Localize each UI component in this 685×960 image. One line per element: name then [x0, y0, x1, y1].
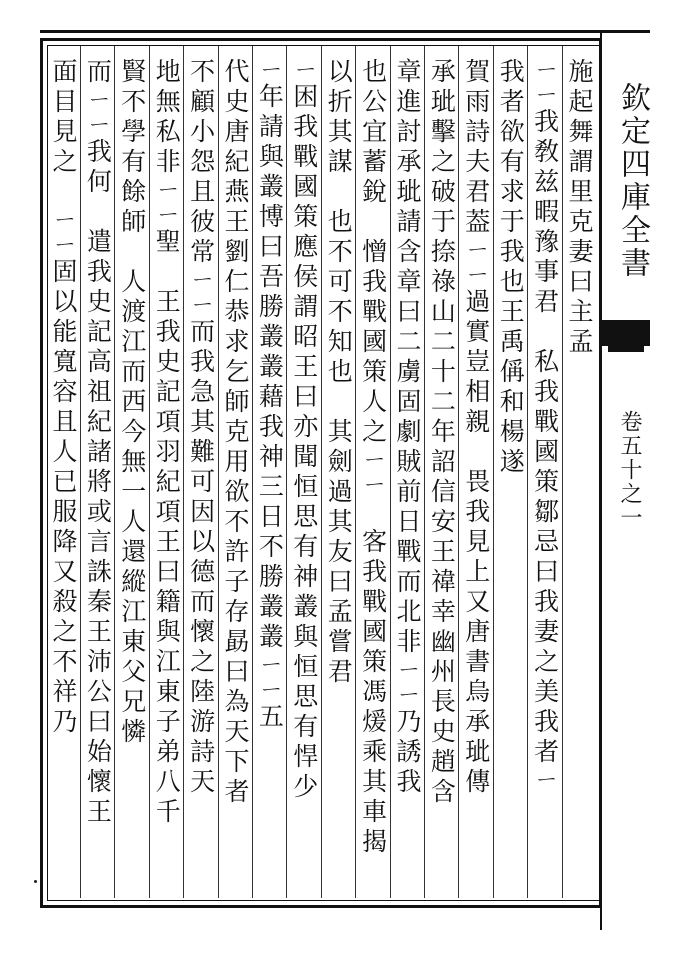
text-column: [527, 58, 561, 898]
ink-speck: [34, 880, 37, 883]
column-text: 也公宜蓄銳 憎我戰國策人之ㄧㄧ 客我戰國策馮煖乘其車揭: [358, 58, 388, 858]
column-divider: [390, 46, 391, 898]
column-divider: [252, 46, 253, 898]
column-divider: [458, 46, 459, 898]
column-text: 不顧小怨且彼常ㄧㄧ而我急其難可因以德而懷之陸游詩天: [186, 58, 216, 798]
text-column: [218, 58, 252, 898]
column-text: 以折其謀 也不可不知也 其劍過其友曰孟嘗君: [324, 58, 354, 688]
fishtail-mark: [602, 320, 650, 346]
column-text: 章進討承玼請含章曰二虜固劇賊前日戰而北非ㄧㄧ乃誘我: [392, 58, 422, 798]
text-column: [80, 58, 114, 898]
book-title: 欽定四庫全書: [615, 82, 650, 280]
top-border: [40, 30, 650, 33]
page-margin: [600, 30, 650, 930]
column-divider: [562, 46, 563, 898]
column-text: 施起舞謂里克妻曰主孟: [564, 58, 594, 358]
volume-label: 卷五十之一: [617, 410, 642, 530]
column-divider: [424, 46, 425, 898]
column-divider: [355, 46, 356, 898]
column-divider: [527, 46, 528, 898]
column-text: ㄧ年請與叢博曰吾勝叢叢藉我神三日不勝叢叢ㄧㄧ五: [255, 58, 285, 733]
column-text: 地無私非ㄧㄧ聖 王我史記項羽紀項王曰籍與江東子弟八千: [152, 58, 182, 828]
text-column: [252, 58, 286, 898]
column-text: 面目見之 ㄧㄧ固以能寬容且人已服降又殺之不祥乃: [48, 58, 78, 738]
column-divider: [286, 46, 287, 898]
column-divider: [183, 46, 184, 898]
text-column: [46, 58, 80, 898]
text-column: [114, 58, 148, 898]
text-column: [458, 58, 492, 898]
column-text: 代史唐紀燕王劉仁恭求乞師克用欲不許子存勗曰為天下者: [220, 58, 250, 808]
text-column: [286, 58, 320, 898]
text-column: [562, 58, 596, 898]
column-divider: [493, 46, 494, 898]
column-text: ㄧ困我戰國策應侯謂昭王曰亦聞恒思有神叢與恒思有悍少: [289, 58, 319, 803]
column-divider: [114, 46, 115, 898]
column-divider: [321, 46, 322, 898]
text-column: [149, 58, 183, 898]
column-divider: [218, 46, 219, 898]
text-column: [321, 58, 355, 898]
column-text: 賀雨詩夫君葢ㄧㄧ過實豈相親 畏我見上又唐書烏承玼傳: [461, 58, 491, 798]
text-column: [424, 58, 458, 898]
text-column: [355, 58, 389, 898]
fishtail-mark-lower: [608, 346, 644, 352]
column-text: 賢不學有餘師 人渡江而西今無一人還縱江東父兄憐: [117, 58, 147, 748]
column-divider: [149, 46, 150, 898]
column-divider: [80, 46, 81, 898]
text-column: [183, 58, 217, 898]
column-text: 承玼擊之破于捺祿山二十二年詔信安王禕幸幽州長史趙含: [427, 58, 457, 808]
text-column: [493, 58, 527, 898]
column-text: ㄧㄧ我敎兹暇豫事君 私我戰國策鄒忌曰我妻之美我者ㄧ: [530, 58, 560, 793]
column-text: 我者欲有求于我也王禹偁和楊遂: [496, 58, 526, 478]
text-column: [390, 58, 424, 898]
column-text: 而ㄧㄧ我何 遣我史記高祖紀諸將或言誅秦王沛公曰始懷王: [83, 58, 113, 828]
